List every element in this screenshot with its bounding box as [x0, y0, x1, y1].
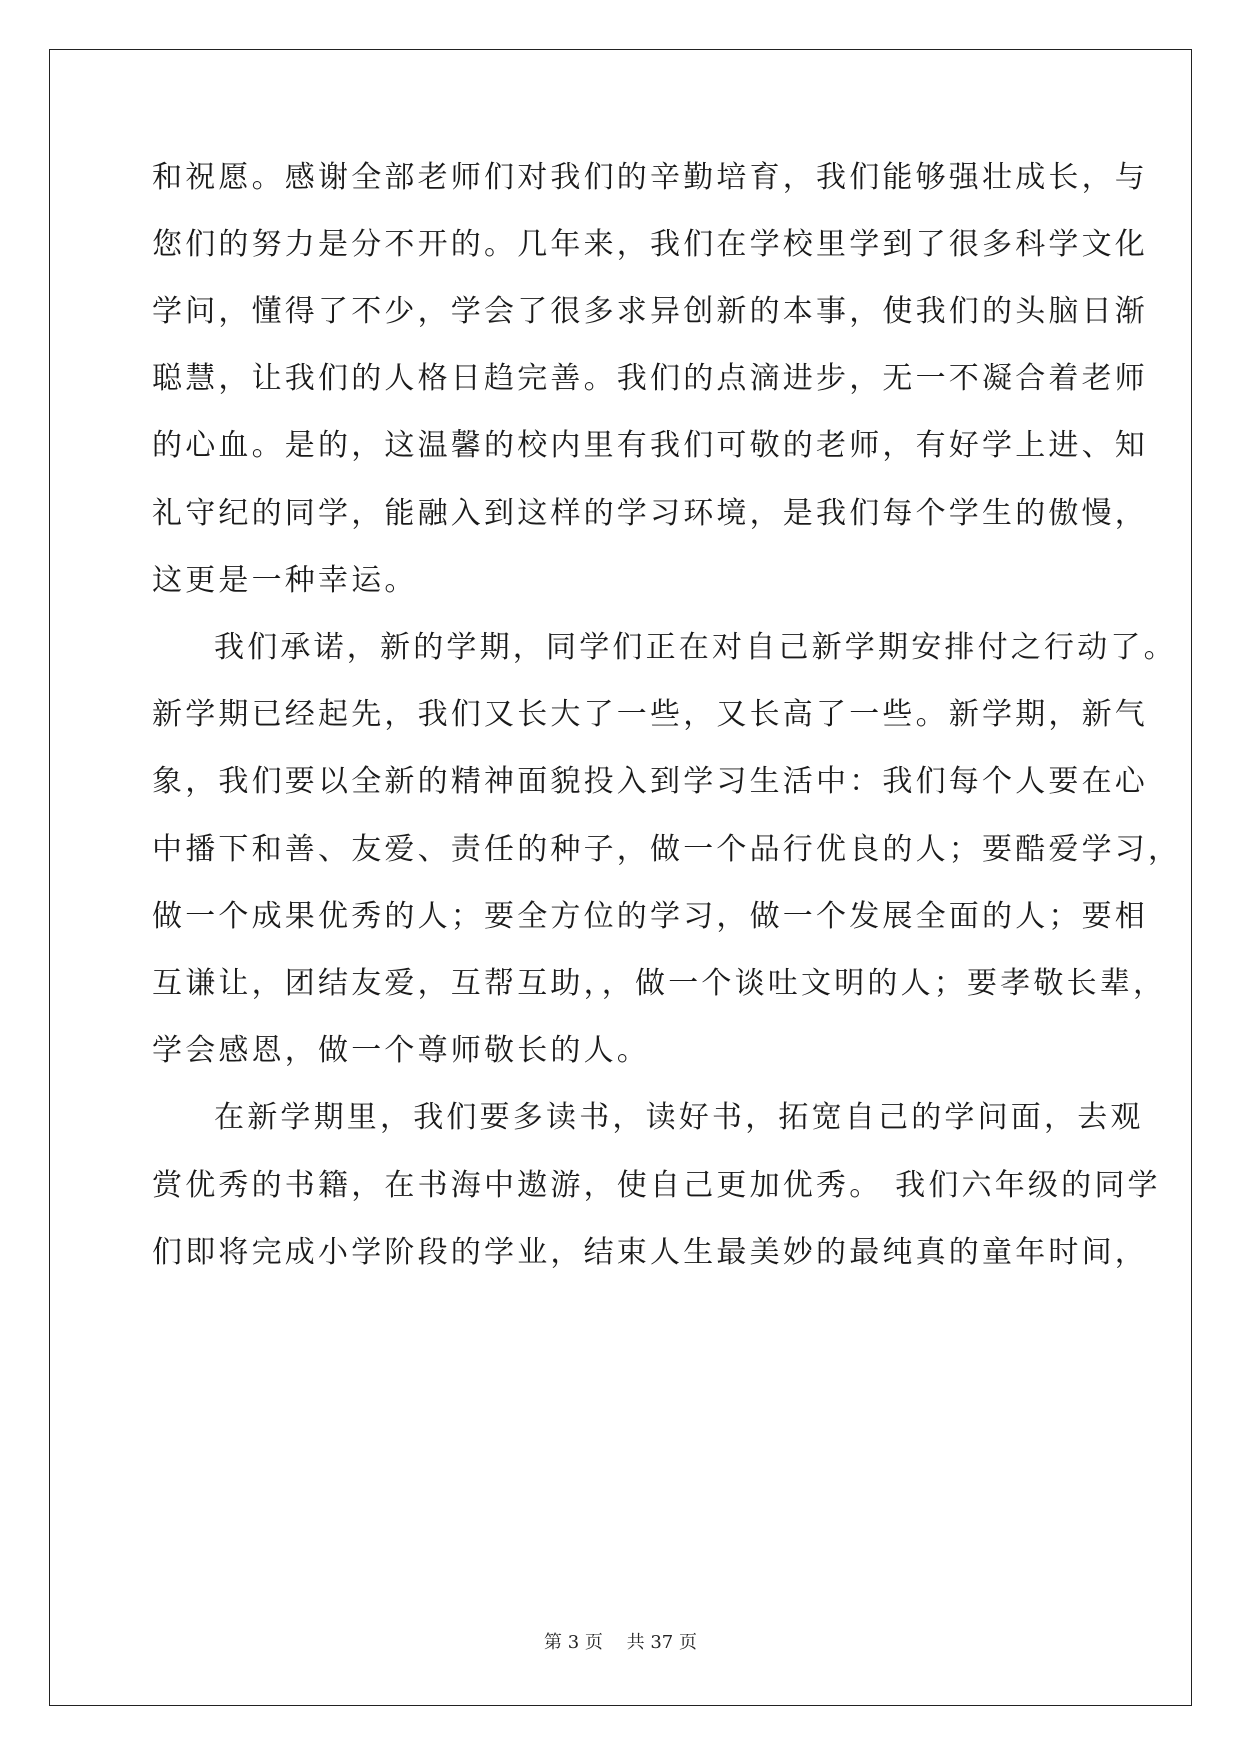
text-line: 学会感恩，做一个尊师敬长的人。 [152, 1033, 650, 1068]
text-line: 和祝愿。感谢全部老师们对我们的辛勤培育，我们能够强壮成长，与 [152, 160, 1148, 195]
text-line: 礼守纪的同学，能融入到这样的学习环境，是我们每个学生的傲慢， [152, 496, 1148, 531]
text-line: 赏优秀的书籍，在书海中遨游，使自己更加优秀。 我们六年级的同学 [152, 1168, 1161, 1203]
page-number-footer: 第 3 页 共 37 页 [544, 1632, 697, 1653]
text-line: 象，我们要以全新的精神面貌投入到学习生活中：我们每个人要在心 [152, 764, 1148, 799]
text-line: 互谦让，团结友爱，互帮互助，，做一个谈吐文明的人；要孝敬长辈， [152, 966, 1167, 1001]
text-line: 的心血。是的，这温馨的校内里有我们可敬的老师，有好学上进、知 [152, 428, 1148, 463]
paragraph-first-line: 我们承诺，新的学期，同学们正在对自己新学期安排付之行动了。 [214, 630, 1177, 665]
text-line: 您们的努力是分不开的。几年来，我们在学校里学到了很多科学文化 [152, 227, 1148, 262]
text-line: 中播下和善、友爱、责任的种子，做一个品行优良的人；要酷爱学习， [152, 832, 1182, 867]
text-line: 们即将完成小学阶段的学业，结束人生最美妙的最纯真的童年时间， [152, 1235, 1148, 1270]
text-line: 学问，懂得了不少，学会了很多求异创新的本事，使我们的头脑日渐 [152, 294, 1148, 329]
text-line: 新学期已经起先，我们又长大了一些，又长高了一些。新学期，新气 [152, 697, 1148, 732]
text-line: 这更是一种幸运。 [152, 563, 418, 598]
text-line: 聪慧，让我们的人格日趋完善。我们的点滴进步，无一不凝合着老师 [152, 361, 1148, 396]
paragraph-first-line: 在新学期里，我们要多读书，读好书，拓宽自己的学问面，去观 [214, 1100, 1144, 1135]
text-line: 做一个成果优秀的人；要全方位的学习，做一个发展全面的人；要相 [152, 899, 1148, 934]
